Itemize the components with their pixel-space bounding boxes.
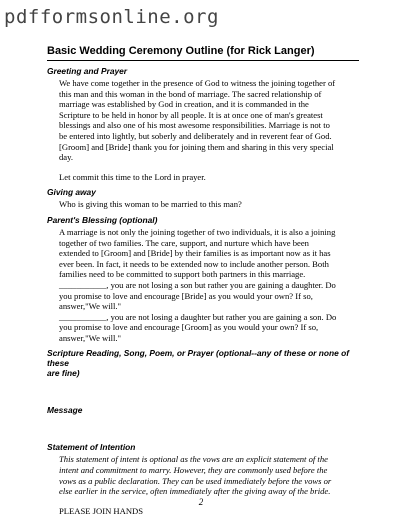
text-line: together of two families. The care, support, and nurture which have been <box>59 237 309 248</box>
spacer <box>47 380 362 400</box>
text-line: ever been. In fact, it needs to be extended now to include another person. Both <box>59 258 329 269</box>
text-line: blessings and also one of his most awesome responsibilities. Marriage is not to <box>59 120 330 131</box>
text-line: Who is giving this woman to be married to this man? <box>59 199 242 210</box>
heading-giving-away: Giving away <box>47 187 96 198</box>
text-line: marriage was established by God in creation, and it is commanded in the <box>59 99 309 110</box>
title-underline <box>47 60 359 61</box>
giving-paragraph <box>59 199 362 210</box>
text-line: vows as a public declaration. They can be used immediately before the vows or <box>59 475 332 486</box>
text-line: answer,"We will." <box>59 301 122 312</box>
heading-statement-of-intention: Statement of Intention <box>47 442 136 453</box>
spacer <box>47 417 362 437</box>
site-watermark: pdfformsonline.org <box>4 6 219 28</box>
heading-line: are fine) <box>47 368 80 379</box>
text-line: [Groom] and [Bride] thank you for joining them and sharing in this very special <box>59 141 334 152</box>
text-line: you promise to love and encourage [Groom] as you would your own? If so, <box>59 322 319 333</box>
greeting-paragraph <box>59 78 362 182</box>
text-line: day. <box>59 152 73 163</box>
text-line: ___________, you are not losing a daughter but rather you are gaining a son. Do <box>59 311 337 322</box>
text-line: be entered into lightly, but soberly and deliberately and in reverent fear of God. <box>59 130 332 141</box>
text-line: families need to be committed to support both partners in this marriage. <box>59 269 306 280</box>
heading-parents-blessing: Parent's Blessing (optional) <box>47 214 158 225</box>
text-line: Scripture to be held in honor by all people. It is at once one of man's greatest <box>59 109 323 120</box>
text-line: else earlier in the service, often immediately after the giving away of the bride. <box>59 486 331 497</box>
heading-greeting: Greeting and Prayer <box>47 66 128 76</box>
document-body <box>47 66 362 516</box>
heading-scripture-reading <box>47 348 362 378</box>
text-line: you promise to love and encourage [Bride] as you would your own? If so, <box>59 290 313 301</box>
text-line: Let commit this time to the Lord in prayer. <box>59 171 206 182</box>
text-line: this man and this woman in the bond of marriage. The sacred relationship of <box>59 88 322 99</box>
heading-message: Message <box>47 405 83 416</box>
intention-paragraph <box>59 454 362 496</box>
text-line: We have come together in the presence of God to witness the joining together of <box>59 78 336 88</box>
page-number: 2 <box>198 497 204 507</box>
document-title: Basic Wedding Ceremony Outline (for Rick Langer) <box>47 45 315 57</box>
text-line: This statement of intent is optional as the vows are an explicit statement of the <box>59 454 328 465</box>
text-line: intent and commitment to marry. However, they are commonly used before the <box>59 465 328 476</box>
text-line: answer,"We will." <box>59 332 122 343</box>
spacer <box>59 163 362 172</box>
text-line: extended to [Groom] and [Bride] by their families is as important now as it has <box>59 248 331 259</box>
heading-line: Scripture Reading, Song, Poem, or Prayer (optional--any of these or none of these <box>47 348 350 369</box>
text-line: A marriage is not only the joining together of two individuals, it is also a joining <box>59 226 336 237</box>
text-line: ___________, you are not losing a son but rather you are gaining a daughter. Do <box>59 279 336 290</box>
blessing-paragraph <box>59 227 362 344</box>
join-hands-line: PLEASE JOIN HANDS <box>59 505 144 516</box>
